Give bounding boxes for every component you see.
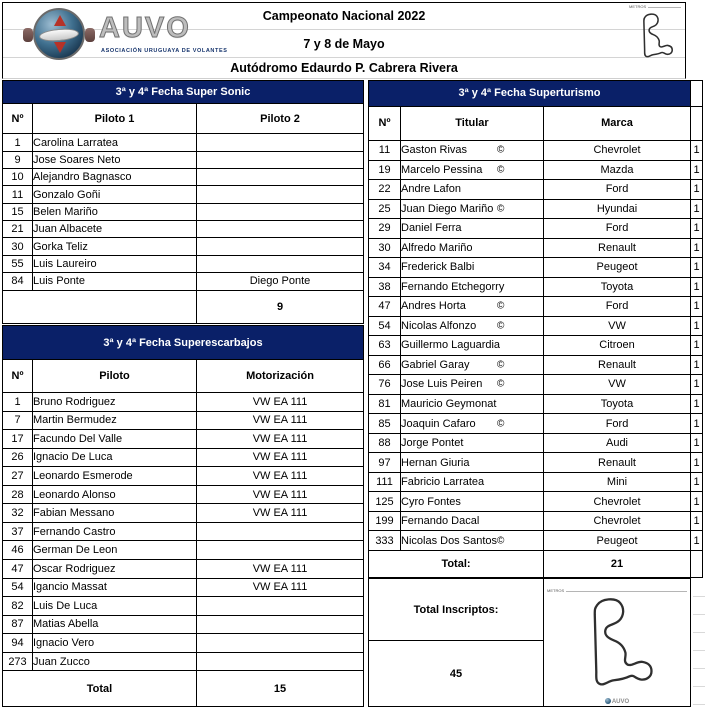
pilot1-cell: Carolina Larratea	[33, 134, 197, 151]
car-number-cell: 46	[3, 541, 33, 560]
entry-count-cell: 1	[691, 238, 703, 258]
overflow-cell	[691, 81, 703, 107]
table-row	[3, 203, 364, 220]
car-number-cell: 38	[369, 277, 401, 297]
table-row	[3, 186, 364, 203]
pilot2-cell	[197, 238, 364, 255]
titular-cell	[401, 219, 544, 239]
table-superturismo	[368, 80, 703, 578]
pilot2-cell	[197, 169, 364, 186]
pilot-cell: Oscar Rodriguez	[33, 559, 197, 578]
car-number-cell: 66	[369, 355, 401, 375]
col-header-motorizacion: Motorización	[197, 360, 364, 393]
column-header-row	[3, 360, 364, 393]
header-band	[2, 2, 686, 79]
brand-cell: Peugeot	[544, 258, 691, 278]
brand-cell: Toyota	[544, 277, 691, 297]
brand-cell: Ford	[544, 180, 691, 200]
table-row	[369, 258, 703, 278]
table-row	[369, 180, 703, 200]
pilot2-cell	[197, 255, 364, 272]
titular-name: Gaston Rivas	[401, 144, 468, 157]
titular-name: Fernando Dacal	[401, 515, 480, 528]
brand-cell: Renault	[544, 453, 691, 473]
total-label-cell: Total	[3, 671, 197, 707]
motor-cell: VW EA 111	[197, 504, 364, 523]
titular-name: Joaquin Cafaro	[401, 417, 476, 430]
motor-cell: VW EA 111	[197, 393, 364, 412]
table-superescarbajos	[2, 325, 364, 707]
titular-name: Nicolas Alfonzo	[401, 319, 477, 332]
table-row	[3, 134, 364, 151]
motor-cell	[197, 541, 364, 560]
venue-name: Autódromo Edaurdo P. Cabrera Rivera	[230, 61, 458, 75]
copyright-icon: ©	[497, 359, 505, 371]
titular-name: Cyro Fontes	[401, 495, 461, 508]
overflow-cell	[691, 550, 703, 577]
car-number-cell: 26	[3, 448, 33, 467]
map-rule	[629, 4, 681, 9]
total-row	[3, 290, 364, 323]
titular-name: Alfredo Mariño	[401, 241, 473, 254]
pilot-cell: Fabian Messano	[33, 504, 197, 523]
copyright-icon: ©	[497, 418, 505, 430]
total-value-cell: 9	[197, 290, 364, 323]
table-row	[369, 375, 703, 395]
brand-cell: Peugeot	[544, 531, 691, 551]
titular-name: Nicolas Dos Santos	[401, 534, 497, 547]
car-number-cell: 97	[369, 453, 401, 473]
entry-count-cell: 1	[691, 180, 703, 200]
car-number-cell: 29	[369, 219, 401, 239]
car-number-cell: 9	[3, 151, 33, 168]
titular-cell	[401, 160, 544, 180]
table-row	[369, 141, 703, 161]
pilot2-cell	[197, 203, 364, 220]
titular-name: Mauricio Geymonat	[401, 398, 497, 410]
brand-cell: Mini	[544, 472, 691, 492]
brand-cell: Renault	[544, 355, 691, 375]
brand-caption: ASOCIACIÓN URUGUAYA DE VOLANTES	[101, 48, 228, 54]
table-row	[369, 219, 703, 239]
col-header-piloto2: Piloto 2	[197, 103, 364, 134]
table-row	[3, 151, 364, 168]
titular-name: Fabricio Larratea	[401, 476, 485, 489]
entry-count-cell: 1	[691, 531, 703, 551]
copyright-icon: ©	[497, 144, 505, 156]
section-header-row	[369, 81, 703, 107]
car-number-cell: 30	[369, 238, 401, 258]
table-row	[3, 559, 364, 578]
brand-cell: Ford	[544, 414, 691, 434]
motor-cell	[197, 615, 364, 634]
car-number-cell: 84	[3, 273, 33, 290]
pilot2-cell	[197, 151, 364, 168]
motor-cell	[197, 597, 364, 616]
table-row	[369, 355, 703, 375]
entry-count-cell: 1	[691, 492, 703, 512]
section-header-super-sonic: 3ª y 4ª Fecha Super Sonic	[3, 81, 364, 104]
titular-name: Marcelo Pessina	[401, 163, 483, 176]
pilot1-cell: Luis Laureiro	[33, 255, 197, 272]
table-row	[369, 160, 703, 180]
auvo-globe-emblem	[33, 8, 85, 60]
car-number-cell: 82	[3, 597, 33, 616]
car-number-cell: 54	[3, 578, 33, 597]
titular-cell	[401, 375, 544, 395]
table-row	[3, 221, 364, 238]
total-value-cell: 15	[197, 671, 364, 707]
car-number-cell: 34	[369, 258, 401, 278]
total-value-cell: 21	[544, 550, 691, 577]
titular-name: Juan Diego Mariño	[401, 202, 494, 215]
car-number-cell: 47	[3, 559, 33, 578]
brand-cell: Chevrolet	[544, 492, 691, 512]
brand-cell: Renault	[544, 238, 691, 258]
motor-cell: VW EA 111	[197, 430, 364, 449]
table-row	[3, 411, 364, 430]
logo-letter-a-icon	[54, 15, 66, 26]
car-number-cell: 7	[3, 411, 33, 430]
brand-cell: Chevrolet	[544, 141, 691, 161]
motor-cell	[197, 634, 364, 653]
car-number-cell: 125	[369, 492, 401, 512]
table-row	[3, 541, 364, 560]
car-number-cell: 273	[3, 652, 33, 671]
track-length-label: METROS	[547, 588, 565, 593]
table-row	[3, 504, 364, 523]
brand-cell: VW	[544, 316, 691, 336]
col-header-piloto1: Piloto 1	[33, 103, 197, 134]
motor-cell: VW EA 111	[197, 448, 364, 467]
pilot1-cell: Alejandro Bagnasco	[33, 169, 197, 186]
section-header-row	[3, 326, 364, 360]
pilot1-cell: Jose Soares Neto	[33, 151, 197, 168]
table-row	[369, 199, 703, 219]
brand-cell: Chevrolet	[544, 511, 691, 531]
brand-cell: Hyundai	[544, 199, 691, 219]
logo-wheel-band	[39, 27, 80, 42]
titular-name: Andre Lafon	[401, 183, 461, 196]
motor-cell: VW EA 111	[197, 559, 364, 578]
pilot1-cell: Gonzalo Goñi	[33, 186, 197, 203]
entry-count-cell: 1	[691, 511, 703, 531]
car-number-cell: 199	[369, 511, 401, 531]
entry-count-cell: 1	[691, 141, 703, 161]
circuit-map-icon	[632, 10, 678, 64]
column-header-row	[369, 106, 703, 141]
pilot-cell: Juan Zucco	[33, 652, 197, 671]
titular-cell	[401, 511, 544, 531]
auvo-mini-logo	[544, 698, 690, 705]
motor-cell: VW EA 111	[197, 467, 364, 486]
auvo-mini-text: AUVO	[611, 699, 630, 705]
car-number-cell: 28	[3, 485, 33, 504]
pilot2-cell: Diego Ponte	[197, 273, 364, 290]
pilot-cell: Luis De Luca	[33, 597, 197, 616]
titular-cell	[401, 238, 544, 258]
table-row	[369, 492, 703, 512]
copyright-icon: ©	[497, 164, 505, 176]
entry-count-cell: 1	[691, 472, 703, 492]
titular-cell	[401, 355, 544, 375]
car-number-cell: 1	[3, 134, 33, 151]
motor-cell: VW EA 111	[197, 411, 364, 430]
pilot2-cell	[197, 221, 364, 238]
pilot-cell: Ignacio De Luca	[33, 448, 197, 467]
pilot-cell: Leonardo Alonso	[33, 485, 197, 504]
copyright-icon: ©	[497, 203, 505, 215]
auvo-logo	[7, 6, 237, 68]
titular-name: Jose Luis Peiren	[401, 378, 483, 391]
section-header-row	[3, 81, 364, 104]
table-row	[3, 273, 364, 290]
col-header-num: Nº	[369, 106, 401, 141]
titular-name: Hernan Giuria	[401, 456, 470, 469]
section-header-superturismo: 3ª y 4ª Fecha Superturismo	[369, 81, 691, 107]
titular-cell	[401, 199, 544, 219]
table-row	[369, 414, 703, 434]
pilot2-cell	[197, 186, 364, 203]
col-header-titular: Titular	[401, 106, 544, 141]
table-row	[3, 169, 364, 186]
pilot1-cell: Luis Ponte	[33, 273, 197, 290]
table-row	[369, 433, 703, 453]
table-row	[369, 531, 703, 551]
table-row	[369, 277, 703, 297]
car-number-cell: 17	[3, 430, 33, 449]
table-row	[3, 652, 364, 671]
car-number-cell: 30	[3, 238, 33, 255]
titular-name: Daniel Ferra	[401, 222, 462, 235]
table-row	[3, 578, 364, 597]
col-header-num: Nº	[3, 103, 33, 134]
table-row	[3, 430, 364, 449]
brand-cell: Citroen	[544, 336, 691, 356]
car-number-cell: 85	[369, 414, 401, 434]
titular-cell	[401, 141, 544, 161]
car-number-cell: 88	[369, 433, 401, 453]
titular-cell	[401, 531, 544, 551]
titular-cell	[401, 277, 544, 297]
total-inscriptos-value: 45	[369, 641, 544, 707]
event-date: 7 y 8 de Mayo	[303, 36, 385, 51]
titular-cell	[401, 472, 544, 492]
table-row	[369, 453, 703, 473]
total-inscriptos-label: Total Inscriptos:	[369, 579, 544, 641]
titular-name: Gabriel Garay	[401, 358, 470, 371]
titular-cell	[401, 297, 544, 317]
car-number-cell: 37	[3, 522, 33, 541]
motor-cell	[197, 652, 364, 671]
pilot2-cell	[197, 134, 364, 151]
table-row	[3, 393, 364, 412]
entry-count-cell: 1	[691, 199, 703, 219]
titular-cell	[401, 258, 544, 278]
logo-letter-v-icon	[54, 42, 66, 53]
titular-cell	[401, 492, 544, 512]
titular-cell	[401, 453, 544, 473]
entry-count-cell: 1	[691, 414, 703, 434]
entry-count-cell: 1	[691, 316, 703, 336]
table-super-sonic	[2, 80, 364, 324]
car-number-cell: 21	[3, 221, 33, 238]
car-number-cell: 94	[3, 634, 33, 653]
column-header-row	[3, 103, 364, 134]
entry-count-cell: 1	[691, 258, 703, 278]
table-row	[3, 522, 364, 541]
spreadsheet-gridlines	[693, 579, 705, 707]
car-number-cell: 47	[369, 297, 401, 317]
col-header-piloto: Piloto	[33, 360, 197, 393]
car-number-cell: 55	[3, 255, 33, 272]
track-map-thumbnail	[626, 5, 684, 69]
table-row	[3, 634, 364, 653]
map-rule	[547, 588, 687, 593]
table-row	[369, 336, 703, 356]
brand-cell: Ford	[544, 219, 691, 239]
table-row	[3, 597, 364, 616]
table-row	[369, 511, 703, 531]
table-row	[3, 615, 364, 634]
titular-name: Jorge Pontet	[401, 437, 464, 450]
titular-cell	[401, 180, 544, 200]
brand-cell: Mazda	[544, 160, 691, 180]
overflow-cell	[691, 106, 703, 141]
car-number-cell: 1	[3, 393, 33, 412]
titular-cell	[401, 316, 544, 336]
entry-count-cell: 1	[691, 355, 703, 375]
car-number-cell: 27	[3, 467, 33, 486]
total-row	[369, 550, 703, 577]
entry-count-cell: 1	[691, 336, 703, 356]
entry-count-cell: 1	[691, 277, 703, 297]
pilot-cell: Matias Abella	[33, 615, 197, 634]
pilot1-cell: Juan Albacete	[33, 221, 197, 238]
table-row	[369, 238, 703, 258]
pilot1-cell: Gorka Teliz	[33, 238, 197, 255]
pilot-cell: Leonardo Esmerode	[33, 467, 197, 486]
table-row	[3, 448, 364, 467]
track-length-label: METROS	[629, 4, 647, 9]
brand-cell: VW	[544, 375, 691, 395]
motor-cell: VW EA 111	[197, 578, 364, 597]
copyright-icon: ©	[497, 378, 505, 390]
pilot-cell: Bruno Rodriguez	[33, 393, 197, 412]
motor-cell	[197, 522, 364, 541]
auvo-globe-icon	[605, 698, 611, 704]
car-number-cell: 19	[369, 160, 401, 180]
titular-name: Andres Horta	[401, 300, 466, 313]
page-title: Campeonato Nacional 2022	[262, 9, 426, 23]
brand-cell: Toyota	[544, 394, 691, 414]
motor-cell: VW EA 111	[197, 485, 364, 504]
total-label-cell: Total:	[369, 550, 544, 577]
brand-cell: Ford	[544, 297, 691, 317]
table-row	[3, 255, 364, 272]
entry-count-cell: 1	[691, 394, 703, 414]
car-number-cell: 76	[369, 375, 401, 395]
entry-count-cell: 1	[691, 375, 703, 395]
table-row	[369, 316, 703, 336]
titular-cell	[401, 414, 544, 434]
titular-cell	[401, 336, 544, 356]
entry-count-cell: 1	[691, 219, 703, 239]
table-row	[3, 485, 364, 504]
car-number-cell: 87	[3, 615, 33, 634]
car-number-cell: 32	[3, 504, 33, 523]
car-number-cell: 333	[369, 531, 401, 551]
brand-cell: Audi	[544, 433, 691, 453]
car-number-cell: 11	[3, 186, 33, 203]
car-number-cell: 22	[369, 180, 401, 200]
table-row	[3, 238, 364, 255]
logo-ear-left	[23, 28, 33, 42]
section-header-superescarbajos: 3ª y 4ª Fecha Superescarbajos	[3, 326, 364, 360]
car-number-cell: 10	[3, 169, 33, 186]
table-row	[3, 467, 364, 486]
pilot-cell: German De Leon	[33, 541, 197, 560]
entry-count-cell: 1	[691, 297, 703, 317]
total-row	[3, 671, 364, 707]
car-number-cell: 111	[369, 472, 401, 492]
car-number-cell: 25	[369, 199, 401, 219]
pilot1-cell: Belen Mariño	[33, 203, 197, 220]
pilot-cell: Igancio Massat	[33, 578, 197, 597]
entry-count-cell: 1	[691, 160, 703, 180]
pilot-cell: Ignacio Vero	[33, 634, 197, 653]
titular-cell	[401, 394, 544, 414]
titular-cell	[401, 433, 544, 453]
pilot-cell: Facundo Del Valle	[33, 430, 197, 449]
total-label-cell	[3, 290, 197, 323]
circuit-map	[571, 594, 663, 696]
table-row	[369, 394, 703, 414]
copyright-icon: ©	[497, 320, 505, 332]
entry-count-cell: 1	[691, 433, 703, 453]
titular-name: Fernando Etchegorry	[401, 280, 505, 293]
table-row	[369, 297, 703, 317]
col-header-num: Nº	[3, 360, 33, 393]
pilot-cell: Fernando Castro	[33, 522, 197, 541]
titular-name: Guillermo Laguardia	[401, 339, 501, 352]
pilot-cell: Martin Bermudez	[33, 411, 197, 430]
titular-name: Frederick Balbi	[401, 261, 475, 274]
copyright-icon: ©	[497, 535, 505, 547]
table-row	[369, 472, 703, 492]
summary-block	[368, 578, 691, 707]
car-number-cell: 11	[369, 141, 401, 161]
logo-ear-right	[85, 28, 95, 42]
entry-count-cell: 1	[691, 453, 703, 473]
brand-name: AUVO	[99, 12, 191, 44]
track-map-cell	[544, 579, 691, 707]
car-number-cell: 54	[369, 316, 401, 336]
col-header-marca: Marca	[544, 106, 691, 141]
car-number-cell: 81	[369, 394, 401, 414]
car-number-cell: 63	[369, 336, 401, 356]
car-number-cell: 15	[3, 203, 33, 220]
summary-row	[369, 579, 691, 641]
copyright-icon: ©	[497, 300, 505, 312]
